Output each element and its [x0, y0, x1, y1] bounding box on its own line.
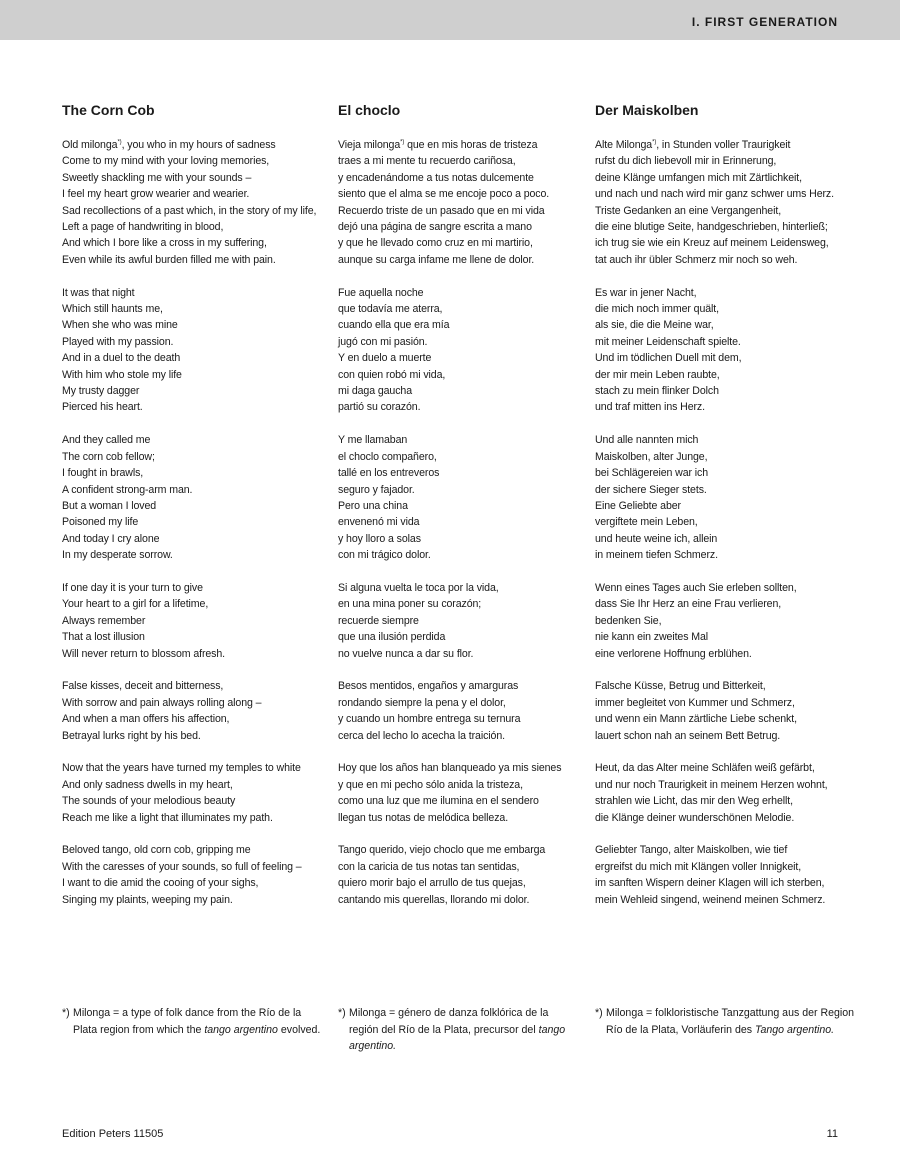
verse-line: bedenken Sie,: [595, 614, 662, 627]
verse-line: Left a page of handwriting in blood,: [62, 221, 224, 234]
verse-line: The sounds of your melodious beauty: [62, 795, 236, 808]
spanish-footnote: [338, 1005, 570, 1055]
verse-line: und nach und nach wird mir ganz schwer ums Herz.: [595, 188, 834, 201]
verse-line: con la caricia de tus notas tan sentidas,: [338, 860, 520, 873]
verse-line: seguro y fajador.: [338, 483, 415, 496]
verse-line: cantando mis querellas, llorando mi dolor.: [338, 893, 530, 906]
english-stanzas: [62, 137, 324, 908]
verse-line: Poisoned my life: [62, 516, 139, 529]
verse-line: traes a mi mente tu recuerdo cariñosa,: [338, 155, 516, 168]
verse-line: cerca del lecho lo acecha la traición.: [338, 729, 505, 742]
verse-line: und nur noch Traurigkeit in meinem Herzen wohnt,: [595, 778, 828, 791]
verse-line: That a lost illusion: [62, 631, 145, 644]
verse-line: Heut, da das Alter meine Schläfen weiß gefärbt,: [595, 762, 815, 775]
stanza: [338, 842, 584, 908]
verse-line: Reach me like a light that illuminates my path.: [62, 811, 273, 824]
stanza: [338, 580, 584, 662]
verse-line: ich trug sie wie ein Kreuz auf meinem Leidensweg,: [595, 237, 829, 250]
verse-line: und heute weine ich, allein: [595, 532, 718, 545]
verse-line: Si alguna vuelta le toca por la vida,: [338, 581, 499, 594]
verse-line: It was that night: [62, 286, 135, 299]
verse-line: Even while its awful burden filled me with pain.: [62, 253, 276, 266]
verse-line: die Klänge deiner wunderschönen Melodie.: [595, 811, 795, 824]
spanish-stanzas: [338, 137, 584, 908]
verse-line: und wenn ein Mann zärtliche Liebe schenkt,: [595, 713, 797, 726]
stanza: [595, 678, 857, 744]
verse-line: And today I cry alone: [62, 532, 160, 545]
verse-line: no vuelve nunca a dar su flor.: [338, 647, 474, 660]
footnote-text: Milonga = folkloristische Tanzgattung aus der Region Río de la Plata, Vorläuferin des Tango argentino.: [606, 1007, 855, 1036]
footnote-mark: *): [62, 1007, 70, 1019]
german-column: [595, 101, 857, 924]
spanish-title: El choclo: [338, 102, 401, 118]
verse-line: in meinem tiefen Schmerz.: [595, 549, 718, 562]
verse-line: que una ilusión perdida: [338, 631, 446, 644]
verse-line: False kisses, deceit and bitterness,: [62, 680, 224, 693]
stanza: [62, 842, 324, 908]
stanza: [595, 285, 857, 416]
verse-line: aunque su carga infame me llene de dolor.: [338, 253, 535, 266]
verse-line: die mich noch immer quält,: [595, 303, 719, 316]
verse-line: rondando siempre la pena y el dolor,: [338, 696, 506, 709]
verse-line: My trusty dagger: [62, 385, 140, 398]
verse-line: y cuando un hombre entrega su ternura: [338, 713, 521, 726]
verse-line: dejó una página de sangre escrita a mano: [338, 221, 532, 234]
verse-line: When she who was mine: [62, 319, 178, 332]
verse-line: recuerde siempre: [338, 614, 419, 627]
verse-line: y encadenándome a tus notas dulcemente: [338, 171, 534, 184]
verse-line: Eine Geliebte aber: [595, 499, 681, 512]
verse-line: And when a man offers his affection,: [62, 713, 230, 726]
verse-line: Pero una china: [338, 499, 408, 512]
footnote-text: Milonga = a type of folk dance from the Río de la Plata region from which the tango argentino evolved.: [73, 1007, 321, 1036]
verse-line: I fought in brawls,: [62, 467, 144, 480]
verse-line: der mir mein Leben raubte,: [595, 368, 720, 381]
verse-line: en una mina poner su corazón;: [338, 598, 482, 611]
verse-line: Always remember: [62, 614, 146, 627]
verse-line: Falsche Küsse, Betrug und Bitterkeit,: [595, 680, 766, 693]
verse-line: dass Sie Ihr Herz an eine Frau verlieren,: [595, 598, 782, 611]
verse-line: nie kann ein zweites Mal: [595, 631, 709, 644]
verse-line: con mi trágico dolor.: [338, 549, 431, 562]
stanza: [62, 760, 324, 826]
verse-line: mein Wehleid singend, weinend meinen Schmerz.: [595, 893, 826, 906]
footnote-text: Milonga = género de danza folklórica de la región del Río de la Plata, precursor del tango argentino.: [349, 1007, 566, 1053]
verse-line: Alte Milonga*), in Stunden voller Traurigkeit: [595, 139, 791, 151]
spanish-column: [338, 101, 584, 924]
english-column: [62, 101, 324, 924]
verse-line: und traf mitten ins Herz.: [595, 401, 705, 414]
verse-line: Wenn eines Tages auch Sie erleben sollten,: [595, 581, 797, 594]
stanza: [595, 760, 857, 826]
verse-line: Triste Gedanken an eine Vergangenheit,: [595, 204, 782, 217]
verse-line: Und alle nannten mich: [595, 434, 699, 447]
verse-line: Recuerdo triste de un pasado que en mi vida: [338, 204, 545, 217]
verse-line: Vieja milonga*) que en mis horas de tristeza: [338, 139, 538, 151]
verse-line: stach zu mein flinker Dolch: [595, 385, 719, 398]
stanza: [595, 137, 857, 268]
verse-line: immer begleitet von Kummer und Schmerz,: [595, 696, 795, 709]
verse-line: With sorrow and pain always rolling along –: [62, 696, 262, 709]
stanza: [338, 285, 584, 416]
header-bar: [0, 0, 900, 40]
german-stanzas: [595, 137, 857, 908]
verse-line: jugó con mi pasión.: [338, 335, 428, 348]
verse-line: quiero morir bajo el arrullo de tus quejas,: [338, 877, 526, 890]
verse-line: lauert schon nah an seinem Bett Betrug.: [595, 729, 781, 742]
verse-line: mit meiner Leidenschaft spielte.: [595, 335, 741, 348]
verse-line: In my desperate sorrow.: [62, 549, 173, 562]
verse-line: Hoy que los años han blanqueado ya mis sienes: [338, 762, 562, 775]
verse-line: rufst du dich liebevoll mir in Erinnerung,: [595, 155, 777, 168]
verse-line: Beloved tango, old corn cob, gripping me: [62, 844, 251, 857]
verse-line: im sanften Wispern deiner Klagen will ich sterben,: [595, 877, 825, 890]
verse-line: Geliebter Tango, alter Maiskolben, wie tief: [595, 844, 788, 857]
verse-line: Sweetly shackling me with your sounds –: [62, 171, 252, 184]
verse-line: And they called me: [62, 434, 151, 447]
footnote-mark: *): [338, 1007, 346, 1019]
verse-line: Maiskolben, alter Junge,: [595, 450, 708, 463]
german-footnote: [595, 1005, 857, 1038]
stanza: [62, 678, 324, 744]
verse-line: der sichere Sieger stets.: [595, 483, 707, 496]
verse-line: I feel my heart grow wearier and wearier.: [62, 188, 250, 201]
verse-line: tat auch ihr übler Schmerz mir noch so weh.: [595, 253, 798, 266]
stanza: [338, 678, 584, 744]
verse-line: Es war in jener Nacht,: [595, 286, 697, 299]
verse-line: Which still haunts me,: [62, 303, 163, 316]
verse-line: y que en mi pecho sólo anida la tristeza,: [338, 778, 523, 791]
verse-line: Old milonga*), you who in my hours of sadness: [62, 139, 276, 151]
stanza: [62, 137, 324, 268]
verse-line: Pierced his heart.: [62, 401, 143, 414]
verse-line: partió su corazón.: [338, 401, 421, 414]
stanza: [595, 580, 857, 662]
verse-line: With the caresses of your sounds, so full of feeling –: [62, 860, 302, 873]
verse-line: Come to my mind with your loving memories,: [62, 155, 270, 168]
verse-line: But a woman I loved: [62, 499, 157, 512]
verse-line: envenenó mi vida: [338, 516, 420, 529]
verse-line: Sad recollections of a past which, in the story of my life,: [62, 204, 317, 217]
publisher-footer: Edition Peters 11505: [62, 1128, 164, 1140]
german-title: Der Maiskolben: [595, 102, 699, 118]
verse-line: And which I bore like a cross in my suffering,: [62, 237, 267, 250]
verse-line: ergreifst du mich mit Klängen voller Innigkeit,: [595, 860, 802, 873]
verse-line: Your heart to a girl for a lifetime,: [62, 598, 209, 611]
stanza: [338, 137, 584, 268]
verse-line: mi daga gaucha: [338, 385, 412, 398]
verse-line: I want to die amid the cooing of your sighs,: [62, 877, 259, 890]
verse-line: que todavía me aterra,: [338, 303, 443, 316]
verse-line: And only sadness dwells in my heart,: [62, 778, 233, 791]
stanza: [338, 432, 584, 563]
verse-line: bei Schlägereien war ich: [595, 467, 709, 480]
section-title: I. FIRST GENERATION: [691, 15, 838, 29]
footnote-mark: *): [595, 1007, 603, 1019]
verse-line: tallé en los entreveros: [338, 467, 440, 480]
verse-line: Besos mentidos, engaños y amarguras: [338, 680, 519, 693]
verse-line: Betrayal lurks right by his bed.: [62, 729, 201, 742]
verse-line: y que he llevado como cruz en mi martirio,: [338, 237, 533, 250]
verse-line: als sie, die die Meine war,: [595, 319, 714, 332]
verse-line: Und im tödlichen Duell mit dem,: [595, 352, 742, 365]
english-title: The Corn Cob: [62, 102, 155, 118]
verse-line: siento que el alma se me encoje poco a poco.: [338, 188, 550, 201]
verse-line: como una luz que me ilumina en el sendero: [338, 795, 539, 808]
stanza: [62, 285, 324, 416]
verse-line: The corn cob fellow;: [62, 450, 155, 463]
verse-line: Tango querido, viejo choclo que me embarga: [338, 844, 546, 857]
verse-line: eine verlorene Hoffnung erblühen.: [595, 647, 752, 660]
verse-line: Played with my passion.: [62, 335, 174, 348]
verse-line: die eine blutige Seite, handgeschrieben, hinterließ;: [595, 221, 828, 234]
verse-line: And in a duel to the death: [62, 352, 181, 365]
stanza: [595, 432, 857, 563]
stanza: [62, 432, 324, 563]
verse-line: llegan tus notas de melódica belleza.: [338, 811, 509, 824]
verse-line: con quien robó mi vida,: [338, 368, 446, 381]
verse-line: Singing my plaints, weeping my pain.: [62, 893, 233, 906]
verse-line: y hoy lloro a solas: [338, 532, 421, 545]
footnote-reference: *): [652, 139, 657, 146]
verse-line: deine Klänge umfangen mich mit Zärtlichkeit,: [595, 171, 802, 184]
stanza: [62, 580, 324, 662]
verse-line: el choclo compañero,: [338, 450, 437, 463]
verse-line: cuando ella que era mía: [338, 319, 450, 332]
verse-line: strahlen wie Licht, das mir den Weg erhellt,: [595, 795, 793, 808]
footnote-reference: *): [400, 139, 405, 146]
page-number: 11: [826, 1128, 838, 1140]
verse-line: Now that the years have turned my temples to white: [62, 762, 301, 775]
verse-line: Y en duelo a muerte: [338, 352, 432, 365]
verse-line: Will never return to blossom afresh.: [62, 647, 226, 660]
verse-line: vergiftete mein Leben,: [595, 516, 698, 529]
verse-line: Y me llamaban: [338, 434, 408, 447]
verse-line: Fue aquella noche: [338, 286, 424, 299]
stanza: [338, 760, 584, 826]
english-footnote: [62, 1005, 324, 1038]
verse-line: A confident strong-arm man.: [62, 483, 193, 496]
verse-line: If one day it is your turn to give: [62, 581, 203, 594]
stanza: [595, 842, 857, 908]
verse-line: With him who stole my life: [62, 368, 182, 381]
footnote-reference: *): [117, 139, 122, 146]
